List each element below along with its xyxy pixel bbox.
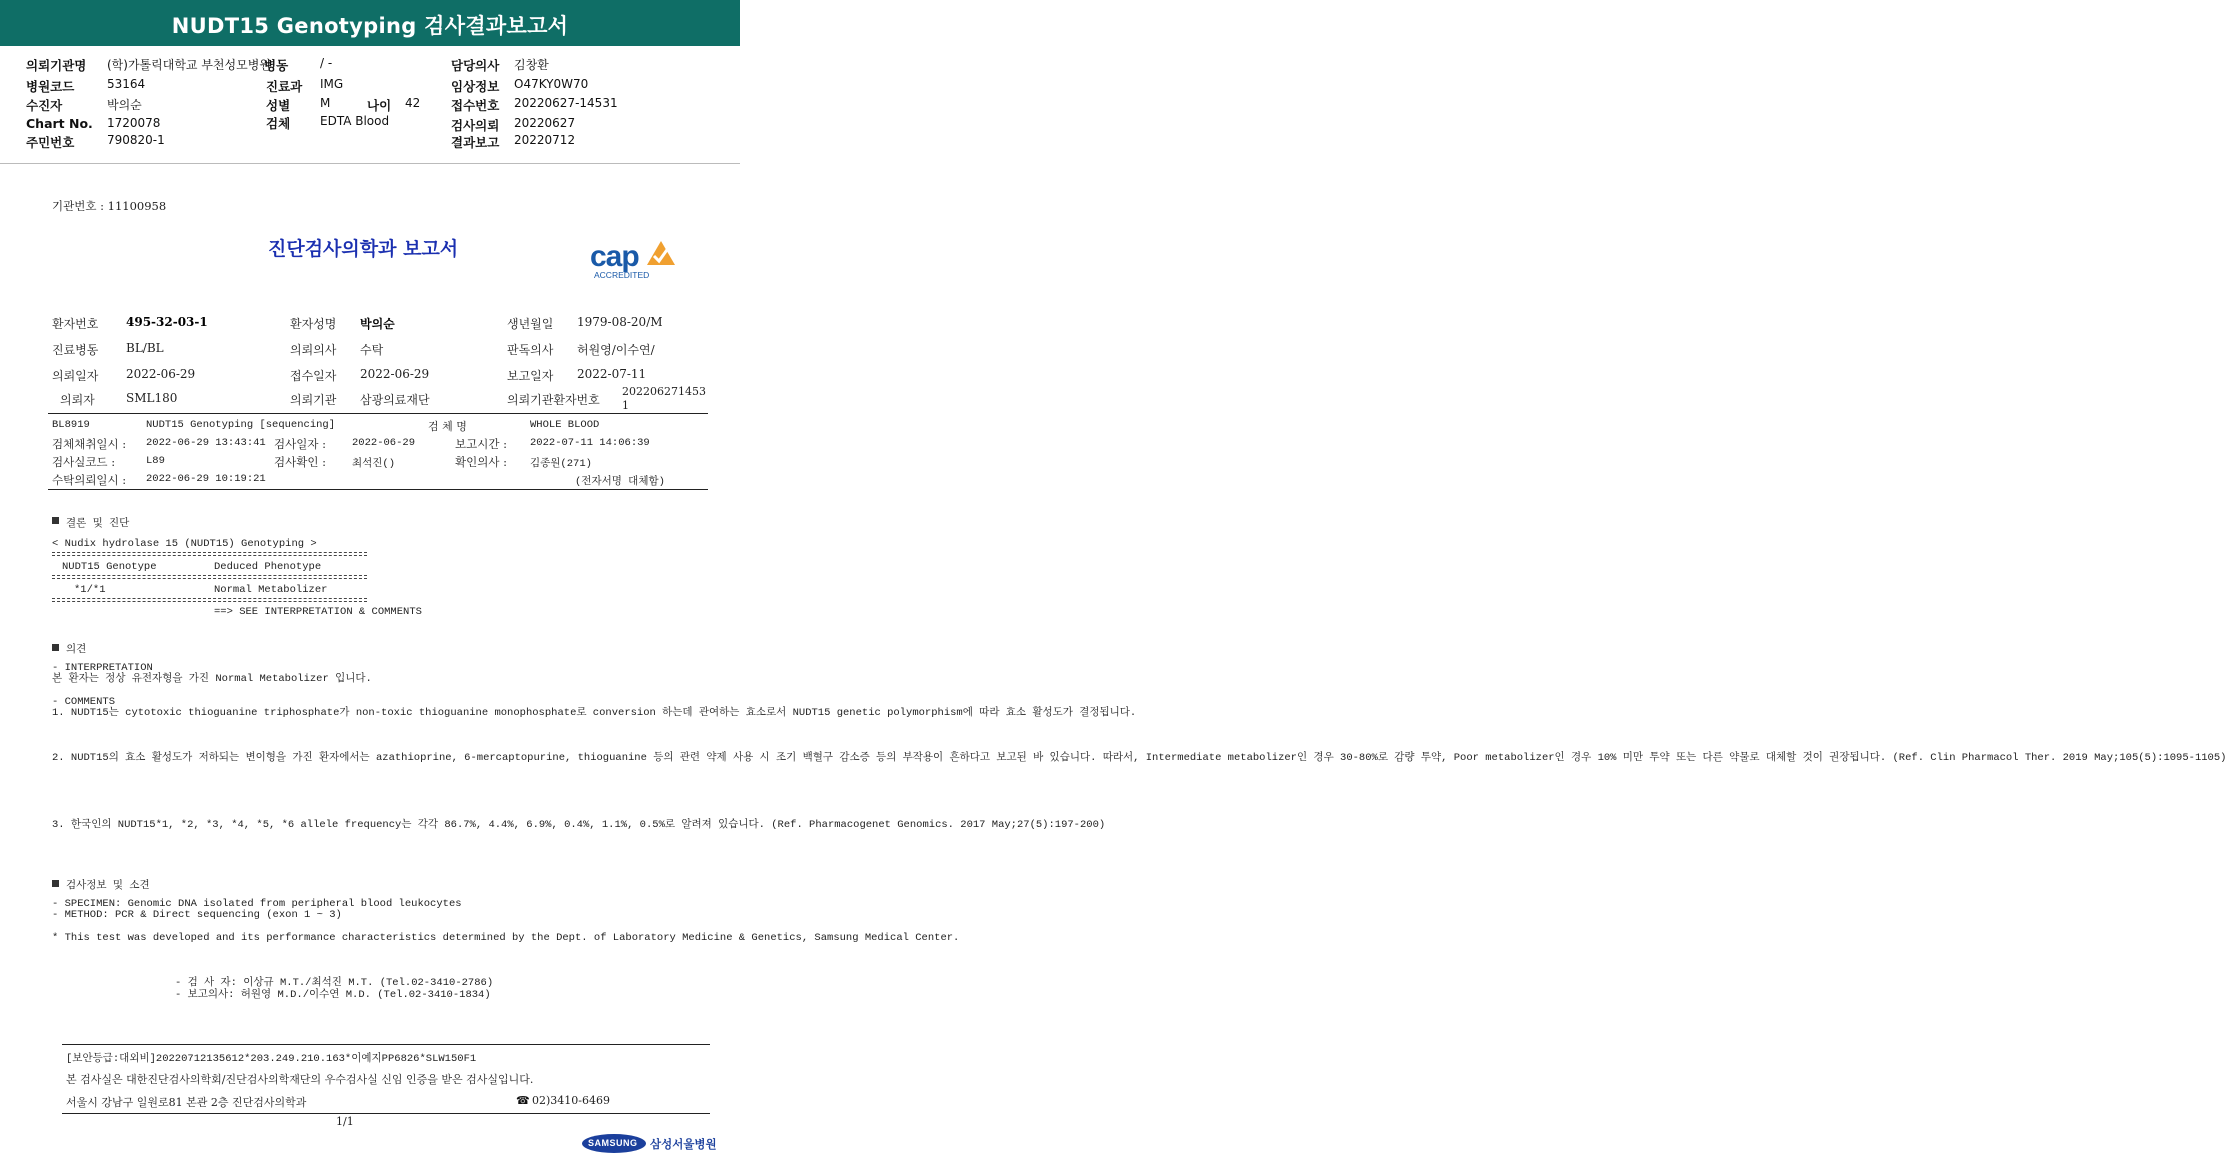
genotype-col-header: NUDT15 Genotype <box>62 561 157 573</box>
comment-2: 2. NUDT15의 효소 활성도가 저하되는 변이형을 가진 환자에서는 azathioprine, 6-mercaptopurine, thioguanine 등의 관련 약제 사용 시 조기 백혈구 감소증 등의 부작용이 흔하다고 보고된 바 있습니다. 따라서, Intermediate metabolizer인 경우 30-80%로 감량 투약, Poor metabolizer인 경우 10% 미만 투약 또는 다른 약물로 대체할 것이 권장됩니다. (Ref. Clin Pharmacol Ther. 2019 May;105(5):1095-1105) <box>52 752 2226 764</box>
page-title: NUDT15 Genotyping 검사결과보고서 <box>171 14 569 38</box>
consign-label: 수탁의뢰일시 : <box>52 473 127 487</box>
comments-head: - COMMENTS <box>52 696 116 708</box>
sex-label: 성별 <box>266 98 291 113</box>
result-date-label: 결과보고 <box>451 135 500 150</box>
info-title: 검사정보 및 소견 <box>66 880 150 892</box>
req-inst-value-2: 삼광의료재단 <box>360 393 430 407</box>
age-label: 나이 <box>367 98 392 113</box>
test-code: BL8919 <box>52 419 90 431</box>
req-pid-value-2: 1 <box>622 399 629 412</box>
pname-value: 박의순 <box>360 317 395 331</box>
req-doc-label: 의뢰의사 <box>290 343 337 357</box>
dob-label: 생년월일 <box>507 317 554 331</box>
rep-date-label: 보고일자 <box>507 369 554 383</box>
req-date-label-2: 의뢰일자 <box>52 369 99 383</box>
collect-value: 2022-06-29 13:43:41 <box>146 437 266 449</box>
pid-value: 495-32-03-1 <box>126 315 208 329</box>
doctor-label: 담당의사 <box>451 58 500 73</box>
req-inst-label-2: 의뢰기관 <box>290 393 337 407</box>
institution-number: 기관번호 : 11100958 <box>52 199 167 213</box>
opinion-title: 의견 <box>66 644 87 656</box>
results-dash-2 <box>52 575 367 576</box>
specimen-label: 검체 <box>266 116 291 131</box>
consign-value: 2022-06-29 10:19:21 <box>146 473 266 485</box>
results-dash-2b <box>52 578 367 579</box>
genotype-value: *1/*1 <box>74 584 106 596</box>
test-date-label: 검사일자 : <box>274 437 326 451</box>
section-bullet-icon <box>52 880 59 887</box>
interp-body: 본 환자는 정상 유전자형을 가진 Normal Metabolizer 입니다. <box>52 673 372 685</box>
phenotype-value: Normal Metabolizer <box>214 584 328 596</box>
report-title: 진단검사의학과 보고서 <box>268 238 459 260</box>
info-method: - METHOD: PCR & Direct sequencing (exon 1 ~ 3) <box>52 909 342 921</box>
room-label: 검사실코드 : <box>52 455 116 469</box>
ward-value-2: BL/BL <box>126 341 164 355</box>
chart-value: 1720078 <box>107 116 161 130</box>
specimen-name-label: 검 체 명 <box>428 420 467 433</box>
section-bullet-icon <box>52 644 59 651</box>
ward-label-2: 진료병동 <box>52 343 99 357</box>
specimen-name-value: WHOLE BLOOD <box>530 419 600 431</box>
samsung-text: SAMSUNG <box>588 1138 638 1148</box>
test-divider <box>48 489 708 490</box>
sex-value: M <box>320 96 331 110</box>
report-time-label: 보고시간 : <box>455 437 507 451</box>
patient-value: 박의순 <box>107 98 142 112</box>
ward-label: 병동 <box>264 58 289 73</box>
header-divider <box>0 163 740 164</box>
pname-label: 환자성명 <box>290 317 337 331</box>
title-bar <box>0 0 740 46</box>
id-value: 790820-1 <box>107 133 165 147</box>
section-bullet-icon <box>52 517 59 524</box>
results-dash-1 <box>52 552 367 553</box>
report-time-value: 2022-07-11 14:06:39 <box>530 437 650 449</box>
receipt-value: 20220627-14531 <box>514 96 618 110</box>
dept-label: 진료과 <box>266 79 303 94</box>
collect-label: 검체채취일시 : <box>52 437 127 451</box>
info-specimen: - SPECIMEN: Genomic DNA isolated from peripheral blood leukocytes <box>52 898 462 910</box>
see-comments: ==> SEE INTERPRETATION & COMMENTS <box>214 606 422 618</box>
results-dash-3b <box>52 601 367 602</box>
results-dash-3 <box>52 598 367 599</box>
hosp-code-label: 병원코드 <box>26 79 75 94</box>
lab-phone: 02)3410-6469 <box>532 1094 610 1107</box>
cap-check-icon <box>646 240 676 266</box>
comment-1: 1. NUDT15는 cytotoxic thioguanine triphosphate가 non-toxic thioguanine monophosphate로 conversion 하는데 관여하는 효소로서 NUDT15 genetic polymorphism에 따라 효소 활성도가 결정됩니다. <box>52 707 1137 719</box>
req-date-label: 검사의뢰 <box>451 118 500 133</box>
footer-divider-top <box>62 1044 710 1045</box>
dob-value: 1979-08-20/M <box>577 315 663 329</box>
pid-label: 환자번호 <box>52 317 99 331</box>
ward-value: / - <box>320 56 333 70</box>
info-reporter: - 보고의사: 허원영 M.D./이수연 M.D. (Tel.02-3410-1834) <box>175 989 491 1001</box>
specimen-value: EDTA Blood <box>320 114 390 128</box>
results-title: 결론 및 진단 <box>66 518 130 530</box>
phenotype-col-header: Deduced Phenotype <box>214 561 322 573</box>
phone-icon: ☎ <box>516 1094 530 1107</box>
requester-label: 의뢰자 <box>60 393 95 407</box>
room-value: L89 <box>146 455 165 467</box>
confirm-doc-label: 확인의사 : <box>455 455 507 469</box>
hospital-name: 삼성서울병원 <box>650 1137 717 1151</box>
results-subtitle: < Nudix hydrolase 15 (NUDT15) Genotyping > <box>52 538 317 550</box>
esign-note: (전자서명 대체함) <box>575 476 665 488</box>
rep-date-value: 2022-07-11 <box>577 367 647 381</box>
req-pid-value-1: 202206271453 <box>622 385 706 398</box>
req-date-value: 20220627 <box>514 116 576 130</box>
req-doc-value: 수탁 <box>360 343 384 357</box>
clinical-label: 임상정보 <box>451 79 500 94</box>
req-pid-label: 의뢰기관환자번호 <box>507 393 600 407</box>
test-name: NUDT15 Genotyping [sequencing] <box>146 419 336 431</box>
req-date-value-2: 2022-06-29 <box>126 367 196 381</box>
doctor-value: 김창환 <box>514 58 549 72</box>
requester-value: SML180 <box>126 391 178 405</box>
cap-accredited-text: ACCREDITED <box>594 270 650 280</box>
comment-3: 3. 한국인의 NUDT15*1, *2, *3, *4, *5, *6 allele frequency는 각각 86.7%, 4.4%, 6.9%, 0.4%, 1.1%, 0.5%로 알려져 있습니다. (Ref. Pharmacogenet Genomics. 2017 May;27(5):197-200) <box>52 819 1106 831</box>
security-line: [보안등급:대외비]20220712135612*203.249.210.163*이예지PP6826*SLW150F1 <box>66 1053 477 1065</box>
patient-divider <box>48 413 708 414</box>
patient-label: 수진자 <box>26 98 63 113</box>
recv-date-value: 2022-06-29 <box>360 367 430 381</box>
recv-date-label: 접수일자 <box>290 369 337 383</box>
cap-accredited-logo <box>588 238 688 282</box>
cap-logo-text: cap <box>590 240 639 273</box>
read-doc-label: 판독의사 <box>507 343 554 357</box>
req-inst-label: 의뢰기관명 <box>26 58 87 73</box>
age-value: 42 <box>405 96 421 110</box>
info-note: * This test was developed and its performance characteristics determined by the Dept. of Laboratory Medicine & Genetics, Samsung Medical Center. <box>52 932 960 944</box>
cert-statement: 본 검사실은 대한진단검사의학회/진단검사의학재단의 우수검사실 신임 인증을 받은 검사실입니다. <box>66 1073 534 1086</box>
id-label: 주민번호 <box>26 135 75 150</box>
samsung-hospital-logo <box>582 1132 717 1156</box>
req-inst-value: (학)가톨릭대학교 부천성모병원 <box>107 58 271 72</box>
confirm-doc-value: 김종원(271) <box>530 458 592 470</box>
test-date-value: 2022-06-29 <box>352 437 416 449</box>
chart-label: Chart No. <box>26 116 93 131</box>
confirm-label: 검사확인 : <box>274 455 326 469</box>
receipt-label: 접수번호 <box>451 98 500 113</box>
info-tester: - 검 사 자: 이상규 M.T./최석진 M.T. (Tel.02-3410-2786) <box>175 977 494 989</box>
lab-address: 서울시 강남구 일원로81 본관 2층 진단검사의학과 <box>66 1096 307 1109</box>
results-dash-1b <box>52 555 367 556</box>
confirm-value: 최석진() <box>352 458 396 470</box>
read-doc-value: 허원영/이수연/ <box>577 343 655 357</box>
footer-divider-bottom <box>62 1113 710 1114</box>
result-date-value: 20220712 <box>514 133 576 147</box>
interp-head: - INTERPRETATION <box>52 662 153 674</box>
dept-value: IMG <box>320 77 344 91</box>
page-number: 1/1 <box>336 1115 354 1128</box>
hosp-code-value: 53164 <box>107 77 146 91</box>
clinical-value: O47KY0W70 <box>514 77 589 91</box>
